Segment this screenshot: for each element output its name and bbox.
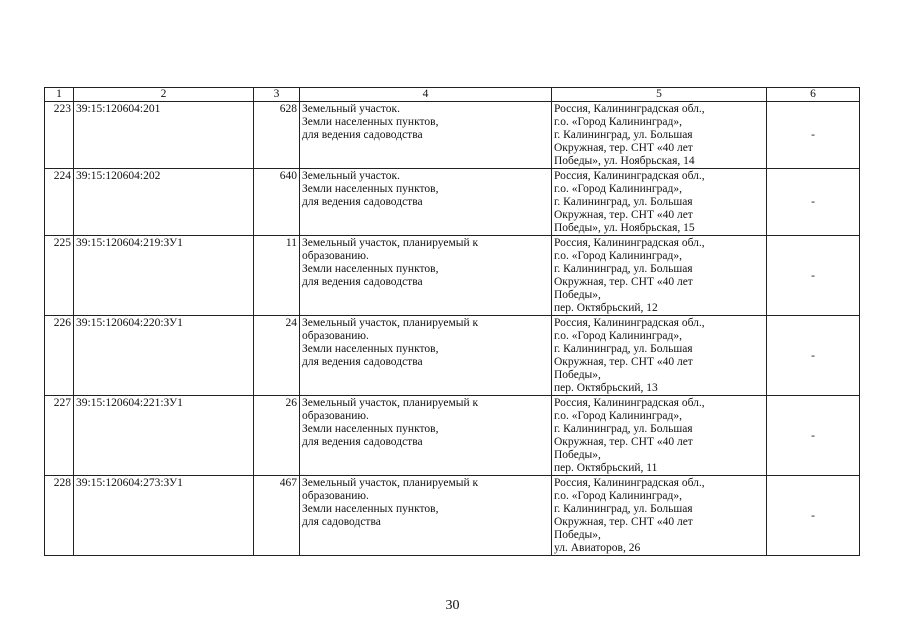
plot-address	[552, 169, 767, 236]
cadastral-number: 39:15:120604:201	[74, 102, 254, 169]
description-line: для ведения садоводства	[302, 196, 423, 208]
description-line: Земельный участок, планируемый к	[302, 397, 479, 409]
address-line: Окружная, тер. СНТ «40 лет	[554, 516, 693, 528]
address-line: г. Калининград, ул. Большая	[554, 343, 693, 355]
row-number: 224	[45, 169, 74, 236]
plot-note: -	[767, 316, 860, 396]
description-line: для садоводства	[302, 516, 381, 528]
plot-area: 26	[254, 396, 300, 476]
address-line: Россия, Калининградская обл.,	[554, 170, 705, 182]
address-line: г. Калининград, ул. Большая	[554, 196, 693, 208]
address-line: пер. Октябрьский, 11	[554, 462, 658, 474]
description-line: для ведения садоводства	[302, 129, 423, 141]
address-line: Россия, Калининградская обл.,	[554, 237, 705, 249]
address-line: Окружная, тер. СНТ «40 лет	[554, 436, 693, 448]
plot-area: 467	[254, 476, 300, 556]
column-header-1: 1	[45, 88, 74, 102]
plot-description	[300, 236, 552, 316]
address-line: ул. Авиаторов, 26	[554, 542, 641, 554]
description-line: образованию.	[302, 330, 369, 342]
plot-description	[300, 316, 552, 396]
address-line: Победы», ул. Ноябрьская, 15	[554, 222, 695, 234]
plot-area: 640	[254, 169, 300, 236]
address-line: Россия, Калининградская обл.,	[554, 317, 705, 329]
land-plot-table	[44, 87, 860, 556]
column-header-4: 4	[300, 88, 552, 102]
description-line: образованию.	[302, 250, 369, 262]
cadastral-number: 39:15:120604:221:ЗУ1	[74, 396, 254, 476]
cadastral-number: 39:15:120604:273:ЗУ1	[74, 476, 254, 556]
address-line: г.о. «Город Калининград»,	[554, 116, 682, 128]
address-line: г.о. «Город Калининград»,	[554, 490, 682, 502]
plot-address	[552, 396, 767, 476]
column-header-2: 2	[74, 88, 254, 102]
plot-description	[300, 102, 552, 169]
plot-note: -	[767, 476, 860, 556]
description-line: Земли населенных пунктов,	[302, 116, 439, 128]
plot-area: 24	[254, 316, 300, 396]
plot-address	[552, 236, 767, 316]
table-row	[45, 396, 860, 476]
table-row	[45, 169, 860, 236]
address-line: г.о. «Город Калининград»,	[554, 250, 682, 262]
address-line: г. Калининград, ул. Большая	[554, 129, 693, 141]
address-line: г. Калининград, ул. Большая	[554, 503, 693, 515]
address-line: Победы», ул. Ноябрьская, 14	[554, 155, 695, 167]
address-line: Россия, Калининградская обл.,	[554, 397, 705, 409]
plot-note: -	[767, 236, 860, 316]
plot-address	[552, 102, 767, 169]
page-number: 30	[445, 598, 460, 613]
address-line: г.о. «Город Калининград»,	[554, 410, 682, 422]
description-line: Земельный участок.	[302, 170, 400, 182]
address-line: пер. Октябрьский, 13	[554, 382, 658, 394]
row-number: 225	[45, 236, 74, 316]
row-number: 226	[45, 316, 74, 396]
description-line: Земельный участок, планируемый к	[302, 477, 479, 489]
address-line: Россия, Калининградская обл.,	[554, 477, 705, 489]
plot-note: -	[767, 396, 860, 476]
plot-address	[552, 316, 767, 396]
cadastral-number: 39:15:120604:202	[74, 169, 254, 236]
address-line: г.о. «Город Калининград»,	[554, 183, 682, 195]
cadastral-number: 39:15:120604:219:ЗУ1	[74, 236, 254, 316]
address-line: г. Калининград, ул. Большая	[554, 263, 693, 275]
address-line: Окружная, тер. СНТ «40 лет	[554, 276, 693, 288]
address-line: Окружная, тер. СНТ «40 лет	[554, 356, 693, 368]
description-line: Земельный участок, планируемый к	[302, 317, 479, 329]
table-row	[45, 316, 860, 396]
plot-area: 628	[254, 102, 300, 169]
description-line: Земли населенных пунктов,	[302, 263, 439, 275]
description-line: для ведения садоводства	[302, 436, 423, 448]
plot-note: -	[767, 169, 860, 236]
plot-description	[300, 169, 552, 236]
cadastral-number: 39:15:120604:220:ЗУ1	[74, 316, 254, 396]
address-line: Окружная, тер. СНТ «40 лет	[554, 142, 693, 154]
description-line: Земли населенных пунктов,	[302, 343, 439, 355]
row-number: 228	[45, 476, 74, 556]
address-line: пер. Октябрьский, 12	[554, 302, 658, 314]
description-line: Земли населенных пунктов,	[302, 423, 439, 435]
column-header-3: 3	[254, 88, 300, 102]
table-row	[45, 236, 860, 316]
address-line: Россия, Калининградская обл.,	[554, 103, 705, 115]
column-header-5: 5	[552, 88, 767, 102]
plot-description	[300, 476, 552, 556]
address-line: г. Калининград, ул. Большая	[554, 423, 693, 435]
address-line: Победы»,	[554, 369, 601, 381]
row-number: 223	[45, 102, 74, 169]
plot-address	[552, 476, 767, 556]
address-line: Победы»,	[554, 449, 601, 461]
description-line: Земли населенных пунктов,	[302, 503, 439, 515]
description-line: для ведения садоводства	[302, 356, 423, 368]
plot-description	[300, 396, 552, 476]
description-line: Земельный участок.	[302, 103, 400, 115]
description-line: образованию.	[302, 490, 369, 502]
plot-note: -	[767, 102, 860, 169]
row-number: 227	[45, 396, 74, 476]
address-line: Окружная, тер. СНТ «40 лет	[554, 209, 693, 221]
description-line: для ведения садоводства	[302, 276, 423, 288]
table-row	[45, 476, 860, 556]
address-line: Победы»,	[554, 529, 601, 541]
description-line: Земельный участок, планируемый к	[302, 237, 479, 249]
table-row	[45, 102, 860, 169]
description-line: Земли населенных пунктов,	[302, 183, 439, 195]
address-line: г.о. «Город Калининград»,	[554, 330, 682, 342]
plot-area: 11	[254, 236, 300, 316]
description-line: образованию.	[302, 410, 369, 422]
column-header-6: 6	[767, 88, 860, 102]
column-number-row	[45, 88, 860, 102]
address-line: Победы»,	[554, 289, 601, 301]
